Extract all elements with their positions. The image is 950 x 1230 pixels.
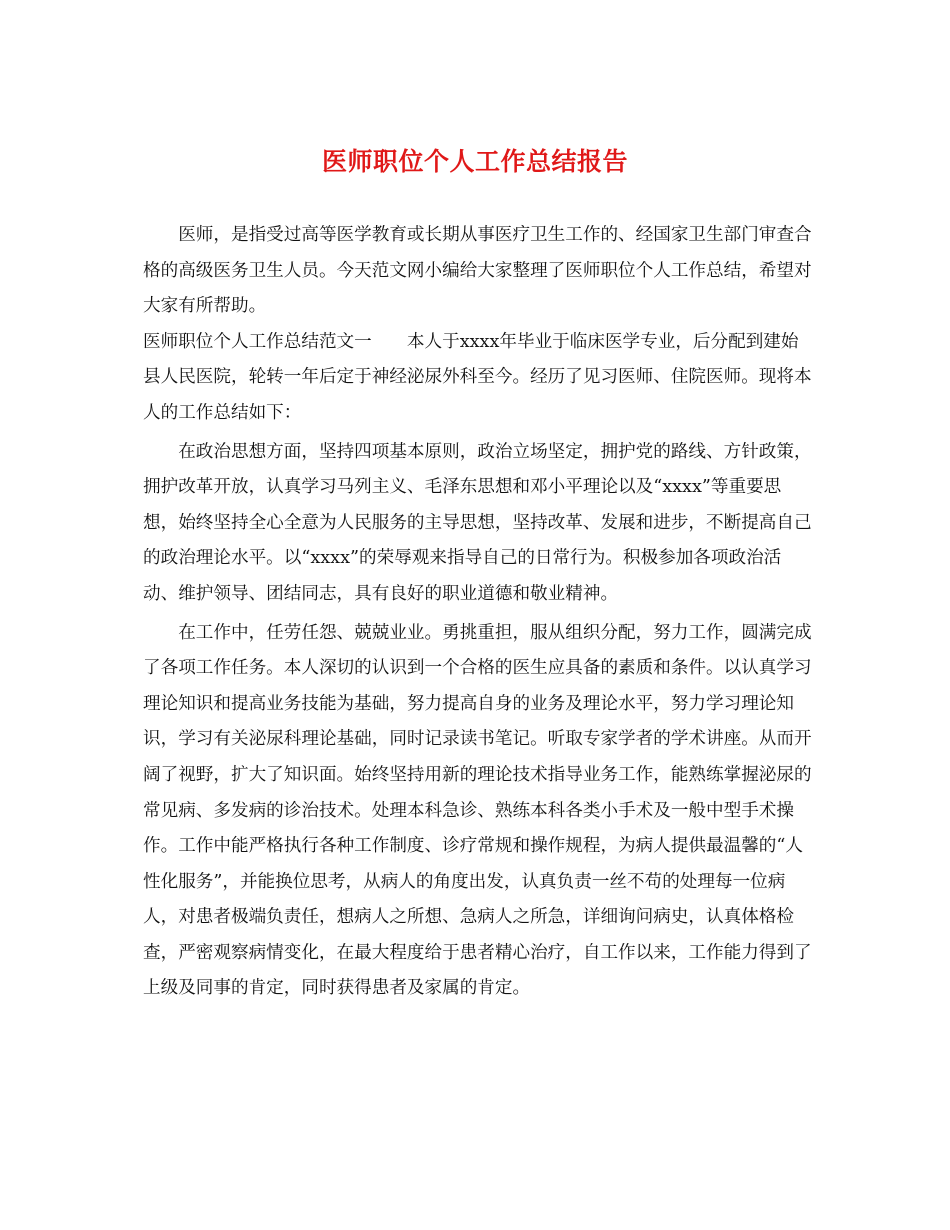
document-body [143,218,813,1007]
document-title: 医师职位个人工作总结报告 [321,147,628,176]
work-performance-paragraph: 在工作中，任劳任怨、兢兢业业。勇挑重担，服从组织分配，努力工作，圆满完成了各项工作任务。本人深切的认识到一个合格的医生应具备的素质和条件。以认真学习理论知识和提高业务技能为基础，努力提高自身的业务及理论水平，努力学习理论知识，学习有关泌尿科理论基础，同时记录读书笔记。听取专家学者的学术讲座。从而开阔了视野，扩大了知识面。始终坚持用新的理论技术指导业务工作，能熟练掌握泌尿的常见病、多发病的诊治技术。处理本科急诊、熟练本科各类小手术及一般中型手术操作。工作中能严格执行各种工作制度、诊疗常规和操作规程，为病人提供最温馨的“人性化服务”，并能换位思考，从病人的角度出发，认真负责一丝不苟的处理每一位病人，对患者极端负责任，想病人之所想、急病人之所急，详细询问病史，认真体格检查，严密观察病情变化，在最大程度给于患者精心治疗，自工作以来，工作能力得到了上级及同事的肯定，同时获得患者及家属的肯定。 [143,622,812,999]
intro-paragraph: 医师，是指受过高等医学教育或长期从事医疗卫生工作的、经国家卫生部门审查合格的高级医务卫生人员。今天范文网小编给大家整理了医师职位个人工作总结，希望对大家有所帮助。 [143,225,812,317]
political-thought-paragraph: 在政治思想方面，坚持四项基本原则，政治立场坚定，拥护党的路线、方针政策，拥护改革开放，认真学习马列主义、毛泽东思想和邓小平理论以及“xxxx”等重要思想，始终坚持全心全意为人民服务的主导思想，坚持改革、发展和进步，不断提高自己的政治理论水平。以“xxxx”的荣辱观来指导自己的日常行为。积极参加各项政治活动、维护领导、团结同志，具有良好的职业道德和敬业精神。 [143,441,812,604]
sample-heading-paragraph: 医师职位个人工作总结范文一 本人于xxxx年毕业于临床医学专业，后分配到建始县人民医院，轮转一年后定于神经泌尿外科至今。经历了见习医师、住院医师。现将本人的工作总结如下： [143,331,812,423]
